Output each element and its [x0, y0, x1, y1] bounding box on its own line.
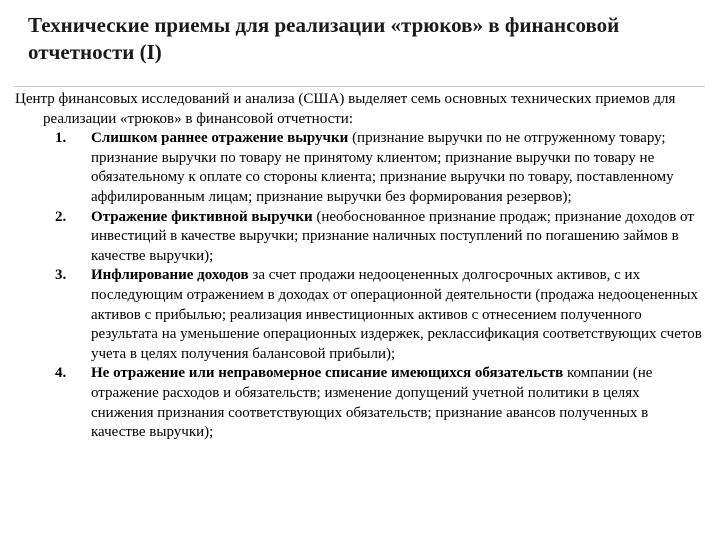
item-heading: Инфлирование доходов	[91, 267, 249, 284]
title-divider	[14, 86, 705, 87]
item-number: 2.	[55, 208, 67, 225]
item-number: 3.	[55, 267, 67, 284]
intro-paragraph: Центр финансовых исследований и анализа (США) выделяет семь основных технических приемов для реализации «трюков» в финансовой отчетности:	[15, 91, 676, 127]
slide-title: Технические приемы для реализации «трюков» в финансовой отчетности (I)	[28, 13, 620, 64]
item-text	[91, 266, 705, 364]
item-description: за счет продажи недооцененных долгосрочных активов, с их последующим отражением в доходах от операционной деятельности (продажа недооцененных активов с прибылью; реализация инвестиционных активов с отнесением полученного результата на уменьшение операционных издержек, реклассификация соответствующих счетов учета в целях получения балансовой прибыли);	[91, 267, 702, 362]
item-heading: Отражение фиктивной выручки	[91, 208, 313, 225]
item-text	[91, 129, 705, 207]
item-heading: Слишком раннее отражение выручки	[91, 130, 349, 147]
techniques-list	[15, 129, 705, 443]
item-text	[91, 364, 705, 442]
slide-body	[15, 90, 705, 443]
list-item	[15, 208, 705, 267]
list-item	[15, 266, 705, 364]
item-description: (необоснованное признание продаж; признание доходов от инвестиций в качестве выручки; признание наличных поступлений по погашению займов в качестве выручки);	[91, 208, 694, 264]
item-number: 1.	[55, 130, 67, 147]
item-text	[91, 208, 705, 267]
list-item	[15, 364, 705, 442]
item-number: 4.	[55, 365, 67, 382]
item-heading: Не отражение или неправомерное списание имеющихся обязательств	[91, 365, 564, 382]
item-description: (признание выручки по не отгруженному товару; признание выручки по товару не принятому клиентом; признание выручки по товару не обязательному к оплате со стороны клиента; признание выручки по товару, поставленному аффилированным лицам; признание выручки без формирования резервов);	[91, 130, 674, 205]
item-description: компании (не отражение расходов и обязательств; изменение допущений учетной политики в целях снижения признания соответствующих обязательств; признание авансов полученных в качестве выручки);	[91, 365, 653, 441]
list-item	[15, 129, 705, 207]
